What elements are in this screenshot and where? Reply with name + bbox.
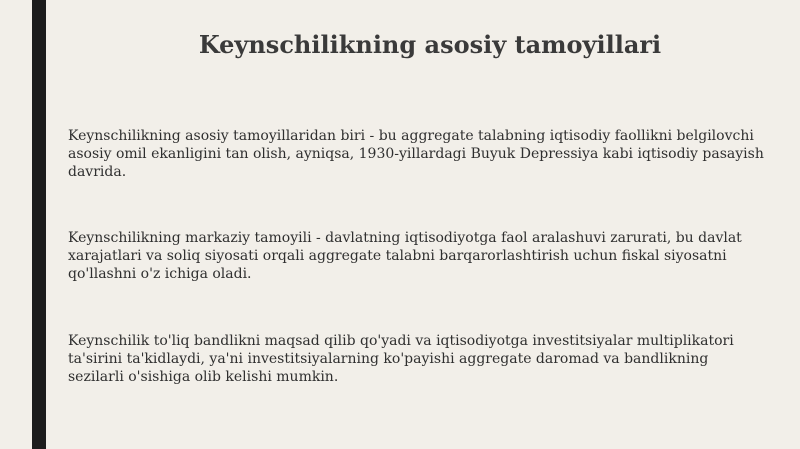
- paragraph-1: Keynschilikning asosiy tamoyillaridan biri - bu aggregate talabning iqtisodiy faollikni belgilovchi asosiy omil ekanligini tan olish, ayniqsa, 1930-yillardagi Buyuk Depressiya kabi iqtisodiy pasayish davrida.: [68, 128, 764, 180]
- paragraph-3: Keynschilik to'liq bandlikni maqsad qilib qo'yadi va iqtisodiyotga investitsiyalar multiplikatori ta'sirini ta'kidlaydi, ya'ni investitsiyalarning ko'payishi aggregate daromad va bandlikning sezilarli o'sishiga olib kelishi mumkin.: [68, 333, 734, 385]
- left-accent-bar: [32, 0, 46, 449]
- slide-title: Keynschilikning asosiy tamoyillari: [198, 30, 662, 59]
- paragraph-2: Keynschilikning markaziy tamoyili - davlatning iqtisodiyotga faol aralashuvi zarurati, bu davlat xarajatlari va soliq siyosati orqali aggregate talabni barqarorlashtirish uchun fiskal siyosatni qo'llashni o'z ichiga oladi.: [68, 230, 742, 282]
